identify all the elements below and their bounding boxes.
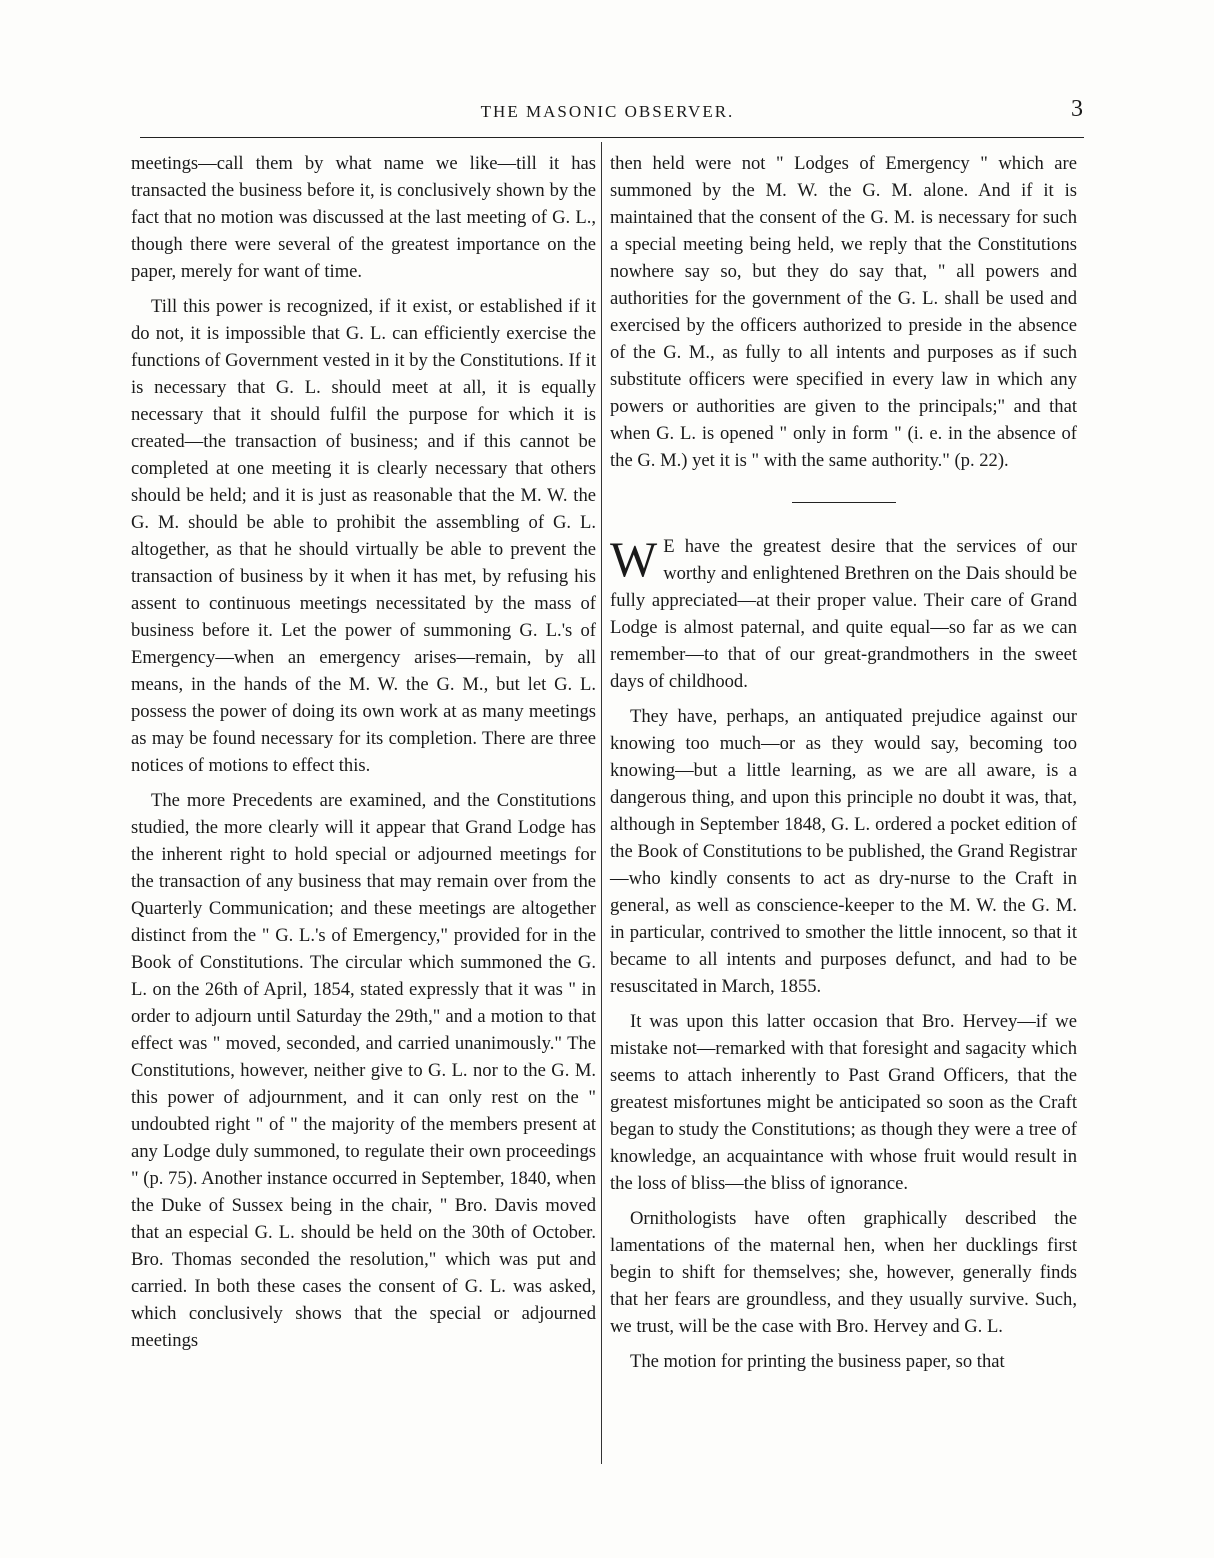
paragraph: They have, perhaps, an antiquated prejudice against our knowing too much—or as they would say, becoming too knowing—but a little learning, as we are all aware, is a dangerous thing, and upon this principle no doubt it was, that, although in September 1848, G. L. ordered a pocket edition of the Book of Constitutions to be published, the Grand Registrar—who kindly consents to act as dry-nurse to the Craft in general, as well as conscience-keeper to the M. W. the G. M. in particular, contrived to smother the little innocent, so that it became to all intents and purposes defunct, and had to be resuscitated in March, 1855. (610, 706, 1077, 997)
paragraph-text: E have the greatest desire that the services of our worthy and enlightened Brethren on the Dais should be fully appreciated—at their proper value. Their care of Grand Lodge is almost paternal, and quite equal—so far as we can remember—to that of our great-grandmothers in the sweet days of childhood. (610, 536, 1077, 692)
page-number: 3 (1071, 96, 1083, 122)
header-rule (140, 137, 1084, 138)
paragraph: Till this power is recognized, if it exist, or established if it do not, it is impossible that G. L. can efficiently exercise the functions of Government vested in it by the Constitutions. If it is necessary that G. L. should meet at all, it is equally necessary that it should fulfil the purpose for which it is created—the transaction of business; and if this cannot be completed at one meeting it is clearly necessary that others should be held; and it is just as reasonable that the M. W. the G. M. should be able to prohibit the assembling of G. L. altogether, as that he should virtually be able to prevent the transaction of business by it when it has met, by refusing his assent to continuous meetings necessitated by the mass of business before it. Let the power of summoning G. L.'s of Emergency—when an emergency arises—remain, by all means, in the hands of the M. W. the G. M., but let G. L. possess the power of doing its own work at as many meetings as may be found necessary for its completion. There are three notices of motions to effect this. (131, 296, 596, 776)
column-divider (601, 142, 602, 1464)
section-divider (792, 502, 896, 503)
running-title: THE MASONIC OBSERVER. (480, 102, 735, 121)
page-header (130, 96, 1085, 126)
paragraph: The motion for printing the business paper, so that (630, 1351, 1005, 1372)
paragraph: meetings—call them by what name we like—till it has transacted the business before it, is conclusively shown by the fact that no motion was discussed at the last meeting of G. L., though there were several of the greatest importance on the paper, merely for want of time. (131, 153, 596, 282)
right-column (610, 150, 1077, 1375)
paragraph: It was upon this latter occasion that Bro. Hervey—if we mistake not—remarked with that foresight and sagacity which seems to attach inherently to Past Grand Officers, that the greatest misfortunes might be anticipated so soon as the Craft began to study the Constitutions; as though they were a tree of knowledge, an acquaintance with whose fruit would result in the loss of bliss—the bliss of ignorance. (610, 1011, 1077, 1194)
paragraph: then held were not " Lodges of Emergency " which are summoned by the M. W. the G. M. alone. And if it is maintained that the consent of the G. M. is necessary for such a special meeting being held, we reply that the Constitutions nowhere say so, but they do say that, " all powers and authorities for the government of the G. L. shall be used and exercised by the officers authorized to preside in the absence of the G. M., as fully to all intents and purposes as if such substitute officers were specified in every law in which any powers or authorities are given to the principals;" and that when G. L. is opened " only in form " (i. e. in the absence of the G. M.) yet it is " with the same authority." (p. 22). (610, 153, 1077, 471)
drop-cap: W (610, 531, 658, 587)
paragraph: The more Precedents are examined, and the Constitutions studied, the more clearly will it appear that Grand Lodge has the inherent right to hold special or adjourned meetings for the transaction of any business that may remain over from the Quarterly Communication; and these meetings are altogether distinct from the " G. L.'s of Emergency," provided for in the Book of Constitutions. The circular which summoned the G. L. on the 26th of April, 1854, stated expressly that it was " in order to adjourn until Saturday the 29th," and a motion to that effect was " moved, seconded, and carried unanimously." The Constitutions, however, neither give to G. L. nor to the G. M. this power of adjournment, and it can only rest on the " undoubted right " of " the majority of the members present at any Lodge duly summoned, to regulate their own proceedings " (p. 75). Another instance occurred in September, 1840, when the Duke of Sussex being in the chair, " Bro. Davis moved that an especial G. L. should be held on the 30th of October. Bro. Thomas seconded the resolution," which was put and carried. In both these cases the consent of G. L. was asked, which conclusively shows that the special or adjourned meetings (131, 790, 596, 1351)
left-column (131, 150, 596, 1354)
paragraph: Ornithologists have often graphically described the lamentations of the maternal hen, when her ducklings first begin to shift for themselves; she, however, generally finds that her fears are groundless, and they usually survive. Such, we trust, will be the case with Bro. Hervey and G. L. (610, 1208, 1077, 1337)
article-opening-paragraph (610, 533, 1077, 695)
